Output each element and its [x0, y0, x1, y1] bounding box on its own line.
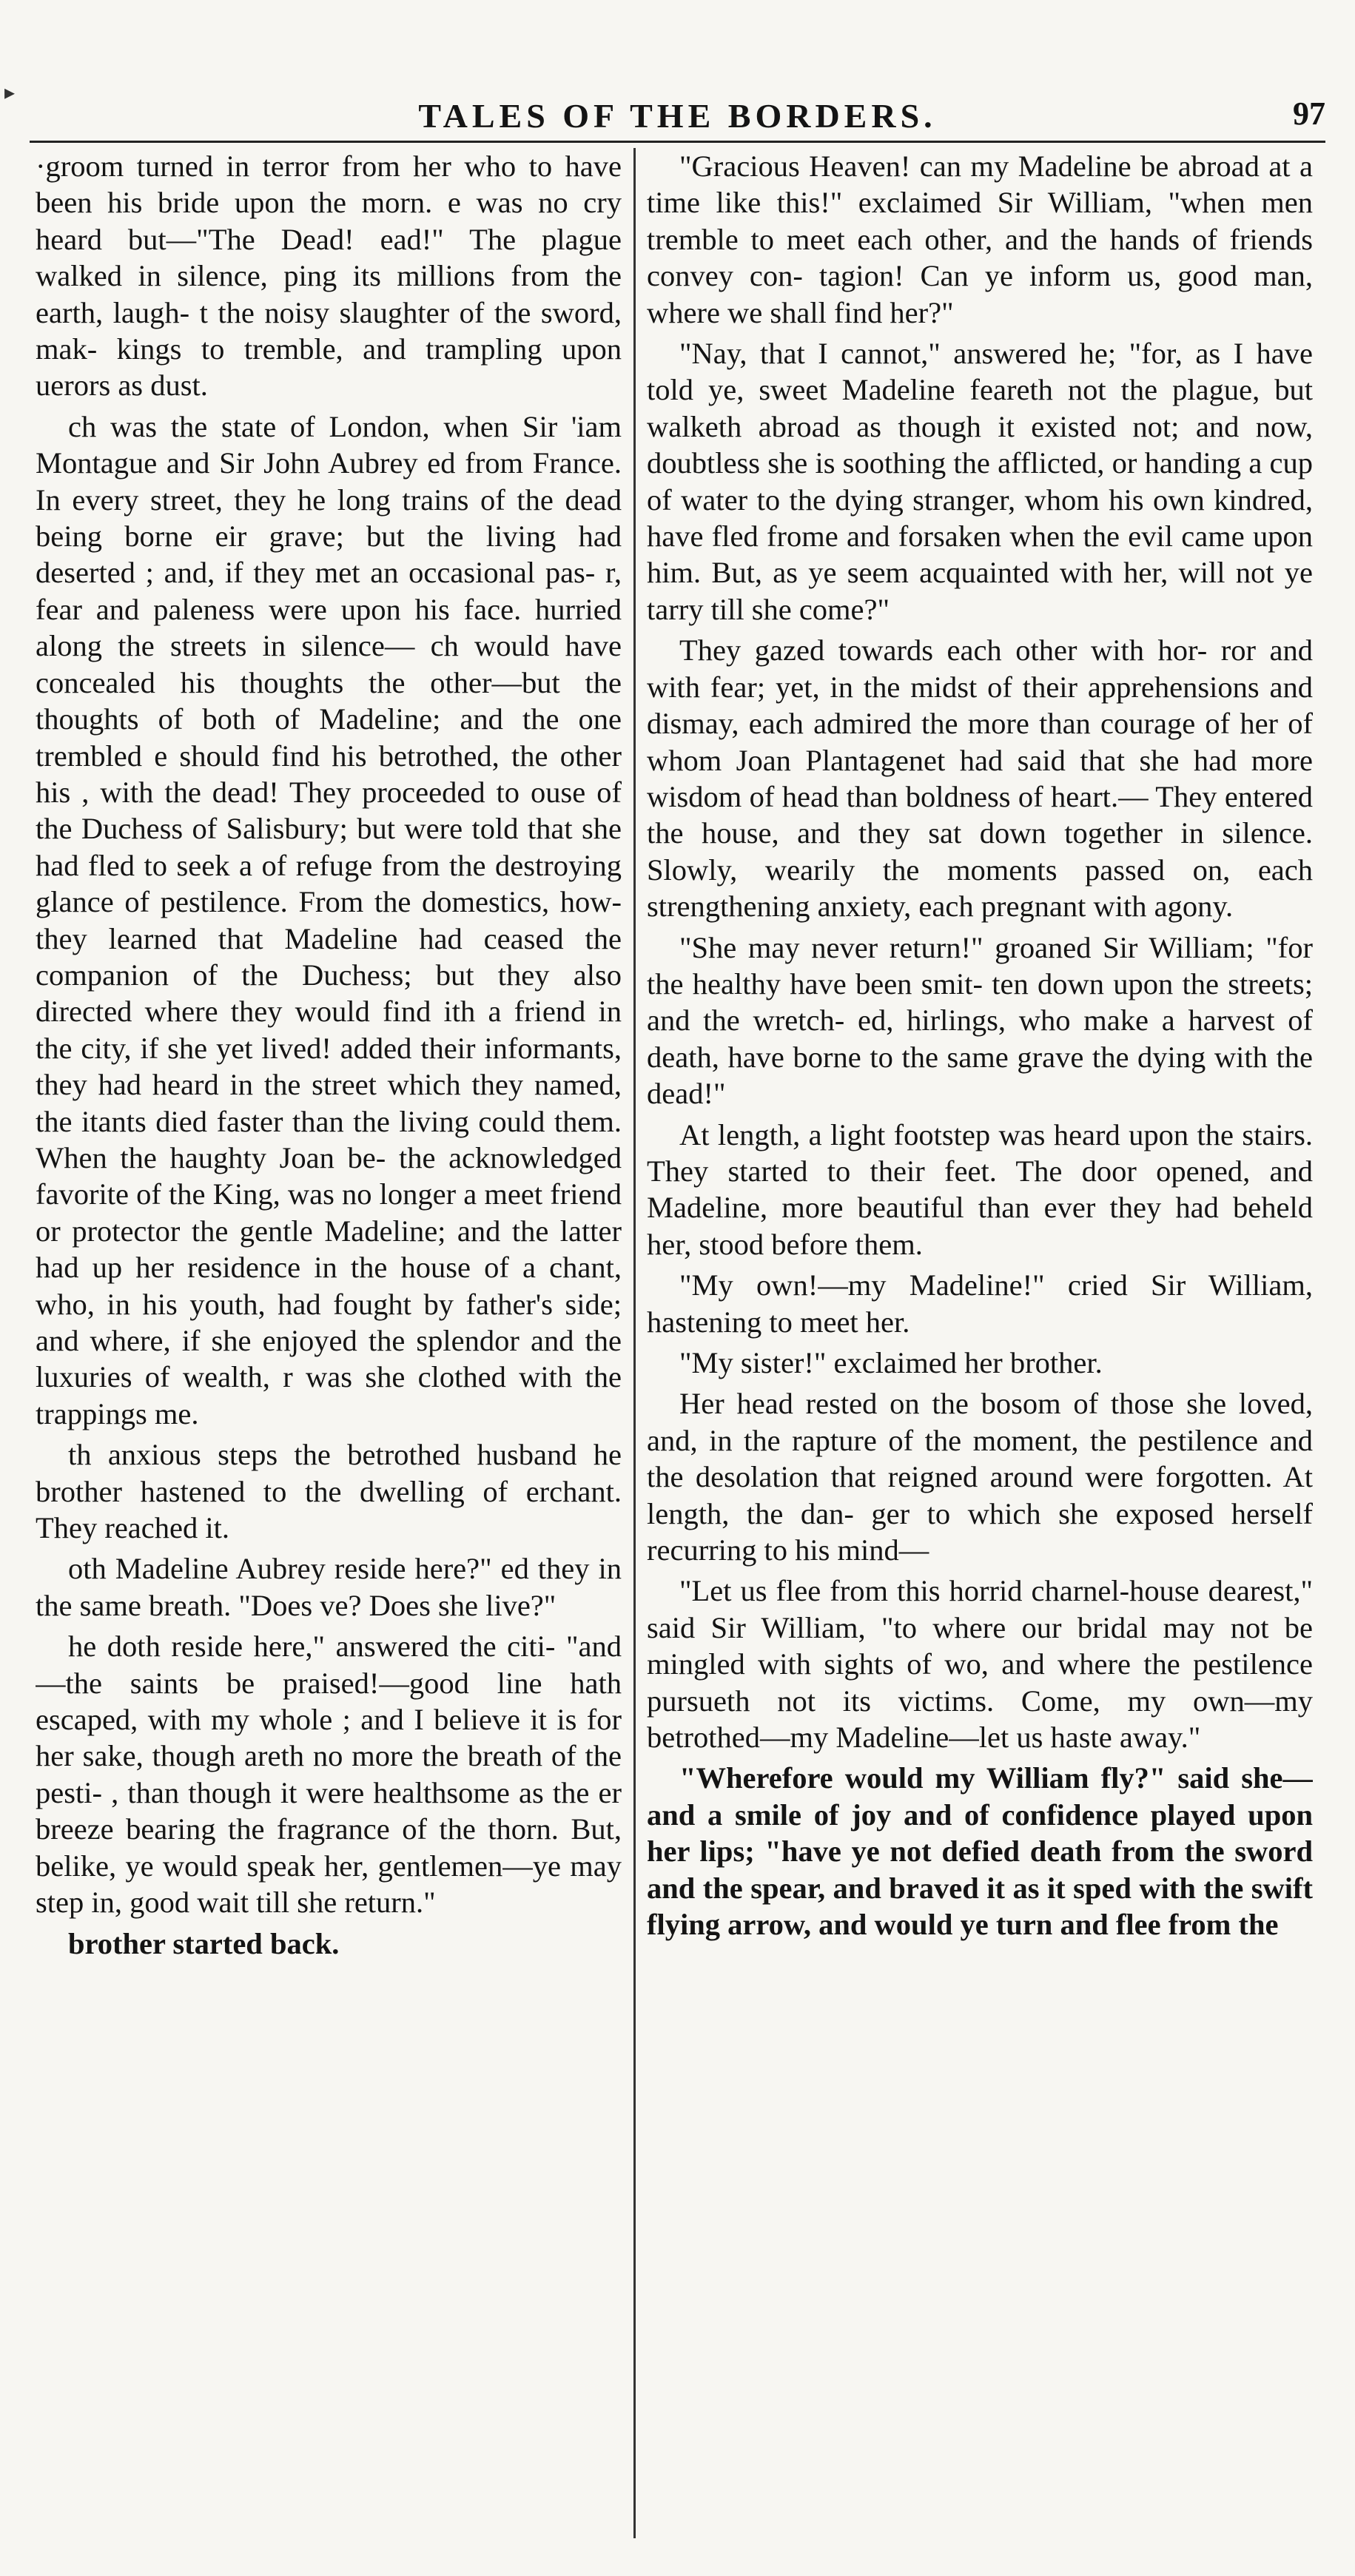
paragraph: "Nay, that I cannot," answered he; "for, as I have told ye, sweet Madeline feareth not the plague, but walketh abroad as though it existed not; and now, doubtless she is soothing the afflicted, or handing a cup of water to the dying stranger, whom his own kindred, have fled frome and forsaken when the evil came upon him. But, as ye seem acquainted with her, will not ye tarry till she come?" — [647, 337, 1313, 626]
page-header — [30, 93, 1325, 152]
paragraph: th anxious steps the betrothed husband he brother hastened to the dwelling of erchant. They reached it. — [36, 1438, 622, 1545]
paragraph: At length, a light footstep was heard upon the stairs. They started to their feet. The door opened, and Madeline, more beautiful than ever they had beheld her, stood before them. — [647, 1117, 1313, 1261]
left-column — [36, 148, 622, 2538]
paragraph: "Let us flee from this horrid charnel-house dearest," said Sir William, "to where our bridal may not be mingled with sights of wo, and where the pestilence pursueth not its victims. Come, my own—my betrothed—my Madeline—let us haste away." — [647, 1574, 1313, 1755]
page-edge-mark: ▸ — [4, 81, 16, 104]
paragraph: brother started back. — [68, 1926, 340, 1960]
paragraph: ·groom turned in terror from her who to have been his bride upon the morn. e was no cry heard but—"The Dead! ead!" The plague walked in silence, ping its millions from the earth, laugh- t the noisy slaughter of the sword, mak- kings to tremble, and trampling upon uerors as dust. — [36, 149, 622, 403]
paragraph: "Wherefore would my William fly?" said she—and a smile of joy and of confidence played upon her lips; "have ye not defied death from the sword and the spear, and braved it as it sped with the swift flying arrow, and would ye turn and flee from the — [647, 1761, 1313, 1942]
paragraph: he doth reside here," answered the citi- "and—the saints be praised!—good line hath escaped, with my whole ; and I believe it is for her sake, though areth no more the breath of the pesti- , than though it were healthsome as the er breeze bearing the fragrance of the thorn. But, belike, ye would speak her, gentlemen—ye may step in, good wait till she return." — [36, 1630, 622, 1920]
right-column — [647, 148, 1313, 2538]
page-number: 97 — [1293, 95, 1325, 132]
running-title: TALES OF THE BORDERS. — [418, 97, 937, 135]
paragraph: oth Madeline Aubrey reside here?" ed they in the same breath. "Does ve? Does she live?" — [36, 1552, 622, 1622]
header-rule — [30, 141, 1325, 143]
paragraph: They gazed towards each other with hor- ror and with fear; yet, in the midst of their apprehensions and dismay, each admired the more than courage of her of whom Joan Plantagenet had said that she had more wisdom of head than boldness of heart.— They entered the house, and they sat down together in silence. Slowly, wearily the moments passed on, each strengthening anxiety, each pregnant with agony. — [647, 633, 1313, 924]
paragraph: "Gracious Heaven! can my Madeline be abroad at a time like this!" exclaimed Sir William, "when men tremble to meet each other, and the hands of friends convey con- tagion! Can ye inform us, good man, where we shall find her?" — [647, 149, 1313, 329]
paragraph: "My sister!" exclaimed her brother. — [679, 1346, 1103, 1379]
column-divider — [633, 148, 636, 2538]
paragraph: "My own!—my Madeline!" cried Sir William, hastening to meet her. — [647, 1268, 1313, 1339]
paragraph: Her head rested on the bosom of those she loved, and, in the rapture of the moment, the pestilence and the desolation that reigned around were forgotten. At length, the dan- ger to which she exposed herself recurring to his mind— — [647, 1387, 1313, 1567]
paragraph: "She may never return!" groaned Sir William; "for the healthy have been smit- ten down upon the streets; and the wretch- ed, hirlings, who make a harvest of death, have borne to the same grave the dying with the dead!" — [647, 930, 1313, 1111]
paragraph: ch was the state of London, when Sir 'iam Montague and Sir John Aubrey ed from France. In every street, they he long trains of the dead being borne eir grave; but the living had deserted ; and, if they met an occasional pas- r, fear and paleness were upon his face. hurried along the streets in silence— ch would have concealed his thoughts the other—but the thoughts of both of Madeline; and the one trembled e should find his betrothed, the other his , with the dead! They proceeded to ouse of the Duchess of Salisbury; but were told that she had fled to seek a of refuge from the destroying glance of pestilence. From the domestics, how- they learned that Madeline had ceased the companion of the Duchess; but they also directed where they would find ith a friend in the city, if she yet lived! added their informants, they had heard in the street which they named, the itants died faster than the living could them. When the haughty Joan be- the acknowledged favorite of the King, was no longer a meet friend or protector the gentle Madeline; and the latter had up her residence in the house of a chant, who, in his youth, had fought by father's side; and where, if she enjoyed the splendor and the luxuries of wealth, r was she clothed with the trappings me. — [36, 409, 622, 1430]
